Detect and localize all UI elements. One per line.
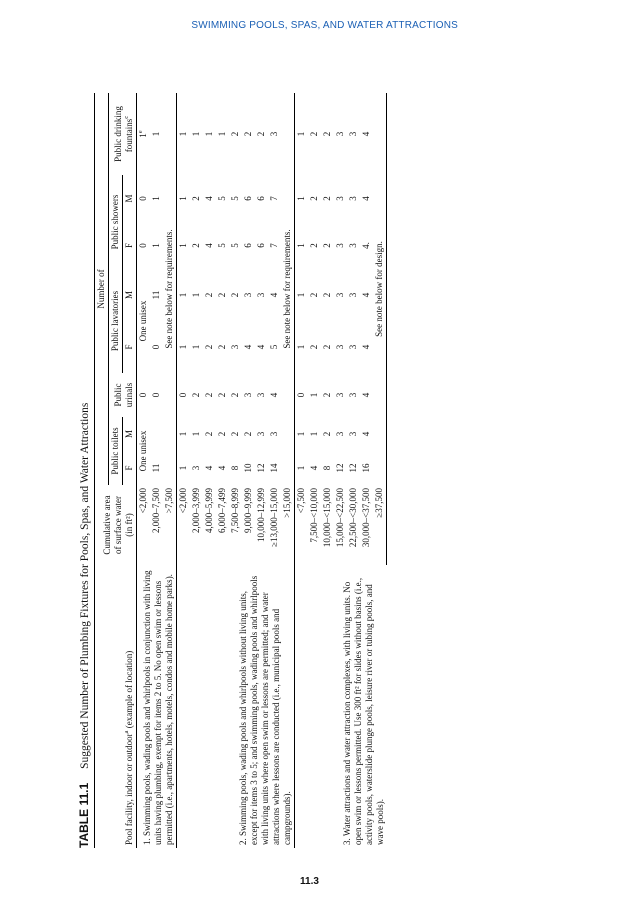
- value-cell: 12: [335, 463, 345, 473]
- value-cell: 2: [322, 243, 332, 248]
- value-cell: 4: [309, 465, 319, 471]
- value-cell: 1: [296, 344, 306, 350]
- area-cell: <7,500: [296, 488, 306, 514]
- value-cell: 1: [309, 431, 319, 437]
- table-row: [295, 93, 309, 848]
- section-description: 1. Swimming pools, wading pools and whirlpools in conjunction with living units having plumbing, exempt for items 2 to 5. No open swim or lessons permitted (i.e., apartments, hotels, motels, condos and mobile home parks).: [142, 570, 174, 845]
- area-cell: 7,500–<10,000: [309, 488, 319, 543]
- value-cell: 2: [217, 431, 227, 437]
- value-cell: 2: [191, 392, 201, 398]
- area-cell: 7,500–8,999: [230, 488, 240, 533]
- value-cell: 7: [269, 196, 279, 201]
- value-cell: 14: [269, 463, 279, 473]
- value-cell: 1: [178, 344, 188, 350]
- value-cell: 2: [322, 196, 332, 201]
- value-cell: 2: [230, 431, 240, 437]
- value-cell: 1: [178, 465, 188, 471]
- value-cell: 1: [204, 131, 214, 137]
- value-cell: 11: [151, 463, 161, 473]
- value-cell: 1: [178, 292, 188, 298]
- header-show-m: M: [123, 175, 137, 222]
- value-cell: 1: [191, 292, 201, 298]
- value-cell: 3: [269, 431, 279, 437]
- value-cell: 4: [217, 465, 227, 471]
- value-cell: 1: [191, 431, 201, 437]
- value-cell: 3: [335, 431, 345, 437]
- rotated-table-block: [74, 93, 544, 848]
- value-cell: 1: [296, 465, 306, 471]
- value-cell: 1: [178, 131, 188, 137]
- value-cell: 2: [217, 344, 227, 350]
- area-cell: 2,000–7,500: [151, 488, 161, 533]
- value-cell: 2: [230, 292, 240, 298]
- unisex-toilet-cell: One unisex: [138, 430, 148, 472]
- value-cell: 1: [296, 431, 306, 437]
- value-cell: 2: [322, 392, 332, 398]
- value-cell: 2: [322, 431, 332, 437]
- area-cell: 15,000–<22,500: [335, 488, 345, 548]
- value-cell: 1: [191, 131, 201, 137]
- section-1: [137, 93, 177, 848]
- page-number: 11.3: [300, 876, 319, 887]
- table-label: TABLE 11.1: [77, 782, 91, 848]
- value-cell: 4: [243, 344, 253, 350]
- value-cell: 0: [296, 392, 306, 398]
- header-urinals: Public urinals: [113, 382, 134, 408]
- table-row: [137, 93, 151, 848]
- fixtures-table: [94, 93, 387, 848]
- value-cell: 1: [309, 392, 319, 398]
- value-cell: 1: [151, 131, 161, 137]
- area-cell: 22,500–<30,000: [348, 488, 358, 548]
- value-cell: 2: [204, 292, 214, 298]
- value-cell: 6: [243, 196, 253, 201]
- value-cell: 4: [204, 465, 214, 471]
- value-cell: 2: [309, 344, 319, 350]
- value-cell: 1: [178, 243, 188, 248]
- value-cell: 3: [335, 392, 345, 398]
- value-cell: 4: [204, 196, 214, 201]
- note-cell: See note below for requirements.: [282, 229, 292, 349]
- value-cell: 2: [217, 392, 227, 398]
- note-cell: See note below for requirements.: [164, 229, 174, 349]
- value-cell: 4: [361, 431, 371, 437]
- value-cell: 4: [256, 344, 266, 350]
- value-cell: 12: [256, 463, 266, 473]
- value-cell: 3: [348, 431, 358, 437]
- value-cell: 5: [217, 243, 227, 248]
- value-cell: 3: [230, 344, 240, 350]
- value-cell: 3: [335, 292, 345, 298]
- unisex-lavatory-cell: One unisex: [138, 300, 148, 342]
- section-2: [177, 93, 295, 848]
- value-cell: 3: [348, 131, 358, 137]
- value-cell: 2: [191, 243, 201, 248]
- value-cell: 2: [243, 131, 253, 137]
- value-cell: 2: [309, 131, 319, 137]
- value-cell: 4.: [361, 242, 371, 249]
- value-cell: 3: [348, 344, 358, 350]
- value-cell: 3: [256, 392, 266, 398]
- value-cell: 2: [243, 431, 253, 437]
- table-caption: [74, 403, 94, 848]
- value-cell: 3: [335, 196, 345, 201]
- value-cell: [150, 417, 163, 451]
- value-cell: 6: [256, 243, 266, 248]
- value-cell: 2: [322, 131, 332, 137]
- value-cell: 4: [269, 292, 279, 298]
- value-cell: 4: [361, 344, 371, 350]
- area-cell: <2,000: [138, 488, 148, 514]
- header-toilets-m: M: [123, 417, 137, 451]
- header-show-f: F: [123, 222, 137, 269]
- header-area: Cumulative area of surface water (in ft²): [95, 485, 137, 565]
- area-cell: >7,500: [164, 488, 174, 514]
- area-cell: ≥37,500: [373, 485, 387, 565]
- table-title: Suggested Number of Plumbing Fixtures for Pools, Spas, and Water Attractions: [79, 402, 91, 769]
- value-cell: 4: [361, 196, 371, 201]
- section-description: 3. Water attractions and water attraction complexes, with living units. No open swim or lessons permitted. Use 300 ft² for slides without basins (i.e., activity pools, waterslide plunge pools, leisure river or tubing pools, and wave pools).: [341, 577, 385, 845]
- value-cell: 12: [348, 463, 358, 473]
- value-cell: 1: [151, 243, 161, 248]
- value-cell: 2: [309, 196, 319, 201]
- area-cell: <2,000: [178, 488, 188, 514]
- header-lav-f: F: [123, 321, 137, 373]
- value-cell: 16: [361, 463, 371, 473]
- value-cell: 1: [151, 196, 161, 201]
- note-cell: See note below for design.: [373, 93, 387, 485]
- area-cell: 2,000–3,999: [191, 488, 201, 533]
- value-cell: 6: [256, 196, 266, 201]
- value-cell: 0: [138, 196, 148, 201]
- value-cell: 0: [151, 344, 161, 350]
- fountain-cell: 1e: [137, 130, 148, 138]
- value-cell: 7: [269, 243, 279, 248]
- area-cell: ≥13,000–15,000: [269, 488, 279, 547]
- section-description: 2. Swimming pools, wading pools and whirlpools without living units, except for items 3 to 5; and swimming pools, wading pools and whirlpools with living units where open swim or lessons are permitted; and water attractions where lessons are conducted (i.e., municipal pools and campgrounds).: [238, 575, 292, 845]
- value-cell: 3: [256, 292, 266, 298]
- value-cell: 1: [296, 243, 306, 248]
- value-cell: 1: [217, 131, 227, 137]
- area-cell: 10,000–12,999: [256, 488, 266, 542]
- value-cell: 3: [335, 131, 345, 137]
- value-cell: 4: [361, 292, 371, 298]
- value-cell: 1: [296, 196, 306, 201]
- value-cell: 1: [191, 344, 201, 350]
- header-facility: Pool facility, indoor or outdoor$^a$ (example of location): [95, 565, 137, 848]
- table-row: [177, 93, 191, 848]
- value-cell: 3: [348, 196, 358, 201]
- value-cell: 4: [269, 392, 279, 398]
- area-cell: 10,000–<15,000: [322, 488, 332, 548]
- value-cell: 2: [322, 292, 332, 298]
- value-cell: 3: [335, 243, 345, 248]
- header-lav-m: M: [123, 269, 137, 321]
- value-cell: 1: [296, 131, 306, 137]
- header-showers: Public showers: [109, 175, 123, 269]
- value-cell: 2: [204, 344, 214, 350]
- value-cell: 3: [243, 292, 253, 298]
- value-cell: 3: [348, 243, 358, 248]
- value-cell: 2: [230, 392, 240, 398]
- value-cell: 1: [178, 431, 188, 437]
- value-cell: 5: [269, 344, 279, 350]
- value-cell: 0: [138, 392, 148, 398]
- area-cell: 9,000–9,999: [243, 488, 253, 533]
- area-cell: 4,000–5,999: [204, 488, 214, 533]
- value-cell: 1: [178, 196, 188, 201]
- value-cell: 3: [191, 465, 201, 471]
- header-number-of: Number of: [95, 93, 109, 485]
- value-cell: 2: [204, 392, 214, 398]
- value-cell: 6: [243, 243, 253, 248]
- value-cell: 2: [256, 131, 266, 137]
- value-cell: 3: [256, 431, 266, 437]
- value-cell: 3: [348, 292, 358, 298]
- value-cell: 10: [243, 463, 253, 473]
- value-cell: 1: [296, 292, 306, 298]
- value-cell: 2: [309, 243, 319, 248]
- value-cell: 5: [217, 196, 227, 201]
- value-cell: 0: [138, 243, 148, 248]
- value-cell: 4: [204, 243, 214, 248]
- value-cell: 3: [243, 392, 253, 398]
- value-cell: 2: [204, 431, 214, 437]
- area-cell: >15,000: [282, 488, 292, 518]
- value-cell: 2: [191, 196, 201, 201]
- value-cell: 8: [322, 465, 332, 471]
- value-cell: 8: [230, 465, 240, 471]
- header-lavatories: Public lavatories: [109, 269, 123, 373]
- value-cell: 5: [230, 243, 240, 248]
- value-cell: 3: [335, 344, 345, 350]
- header-toilets: Public toilets: [109, 417, 123, 485]
- area-cell: 6,000–7,499: [217, 488, 227, 533]
- value-cell: 11: [151, 290, 161, 300]
- value-cell: 2: [309, 292, 319, 298]
- value-cell: 4: [361, 392, 371, 398]
- value-cell: 5: [230, 196, 240, 201]
- value-cell: 0: [151, 392, 161, 398]
- value-cell: 3: [348, 392, 358, 398]
- value-cell: 4: [361, 131, 371, 137]
- section-3: [295, 93, 387, 848]
- value-cell: 0: [178, 392, 188, 398]
- value-cell: 2: [217, 292, 227, 298]
- value-cell: 3: [269, 131, 279, 137]
- area-cell: 30,000–<37,500: [361, 488, 371, 548]
- value-cell: 2: [230, 131, 240, 137]
- value-cell: 2: [322, 344, 332, 350]
- header-toilets-f: F: [123, 451, 137, 485]
- header-fountains: Public drinking fountains$^c$: [113, 106, 134, 162]
- running-head: SWIMMING POOLS, SPAS, AND WATER ATTRACTIONS: [191, 20, 458, 31]
